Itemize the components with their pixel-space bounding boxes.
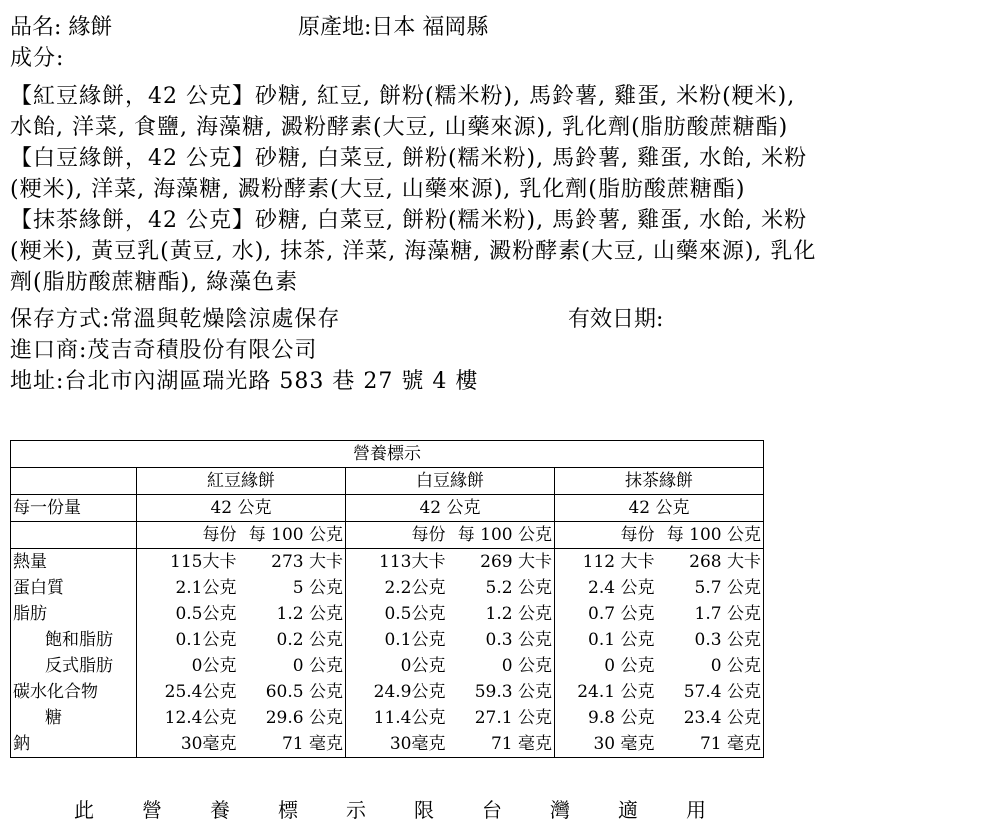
per-100g-value: 5 公克 [239, 575, 346, 601]
per-serving-value: 0公克 [400, 656, 446, 676]
ingredients-heading: 成分: [10, 46, 65, 71]
address: 地址:台北市內湖區瑞光路 583 巷 27 號 4 樓 [10, 369, 479, 394]
per-serving-value: 24.1 公克 [577, 682, 655, 702]
nutrient-row [11, 549, 764, 576]
per-serving-value: 0.1 公克 [588, 630, 655, 650]
per-100g-value: 5.7 公克 [694, 578, 761, 598]
ingredients-line: (粳米), 黃豆乳(黃豆, 水), 抹茶, 洋菜, 海藻糖, 澱粉酵素(大豆, 山藥來源), 乳化 [10, 239, 817, 264]
storage-info: 保存方式:常溫與乾燥陰涼處保存 [10, 307, 341, 332]
serving-size: 42 公克 [137, 495, 346, 522]
per-100g-value: 1.7 公克 [694, 604, 761, 624]
expiry-date-label: 有效日期: [568, 307, 664, 332]
nutrient-name: 反式脂肪 [11, 653, 137, 679]
footer-char: 限 [414, 797, 434, 822]
per-100g-value: 0 公克 [239, 653, 346, 679]
per-serving-value: 11.4公克 [373, 708, 446, 728]
taiwan-only-notice [10, 792, 770, 824]
per-100g-value: 0.3 公克 [448, 627, 555, 653]
importer: 進口商:茂吉奇積股份有限公司 [10, 338, 318, 363]
per-100g-value: 0.2 公克 [239, 627, 346, 653]
per-100g-value: 29.6 公克 [239, 705, 346, 731]
per-serving-value: 24.9公克 [373, 682, 446, 702]
per-serving-value: 25.4公克 [164, 682, 237, 702]
nutrient-name: 蛋白質 [11, 575, 137, 601]
nutrient-row [11, 601, 764, 627]
per-100g-value: 273 大卡 [239, 549, 346, 576]
serving-size: 42 公克 [628, 498, 690, 518]
footer-char: 示 [346, 797, 366, 822]
product-name: 品名: 緣餅 [10, 15, 113, 40]
origin: 原產地:日本 福岡縣 [298, 15, 489, 40]
per-100g-value: 59.3 公克 [448, 679, 555, 705]
product-header: 紅豆緣餅 [137, 468, 346, 495]
nutrient-row [11, 679, 764, 705]
footer-char: 標 [278, 797, 298, 822]
per-100g-header: 每 100 公克 [666, 525, 761, 545]
nutrition-table [10, 440, 764, 758]
per-100g-value: 0 公克 [448, 653, 555, 679]
per-serving-value: 30毫克 [180, 734, 237, 754]
per-100g-value: 0 公克 [710, 656, 761, 676]
ingredients-line: 【白豆緣餅，42 公克】砂糖, 白菜豆, 餅粉(糯米粉), 馬鈴薯, 雞蛋, 水飴, 米粉 [10, 146, 808, 171]
footer-char: 此 [74, 797, 94, 822]
per-serving-value: 0.1公克 [384, 630, 446, 650]
footer-char: 適 [618, 797, 638, 822]
per-100g-value: 0.3 公克 [694, 630, 761, 650]
product-header: 抹茶緣餅 [625, 471, 693, 491]
per-100g-header: 每 100 公克 [239, 522, 346, 549]
ingredients-line: 水飴, 洋菜, 食鹽, 海藻糖, 澱粉酵素(大豆, 山藥來源), 乳化劑(脂肪酸蔗糖酯) [10, 115, 789, 140]
per-100g-value: 71 毫克 [448, 731, 555, 758]
per-100g-value: 269 大卡 [448, 549, 555, 576]
per-serving-value: 0.5公克 [384, 604, 446, 624]
per-100g-value: 5.2 公克 [448, 575, 555, 601]
per-100g-value: 27.1 公克 [448, 705, 555, 731]
footer-char: 用 [686, 797, 706, 822]
nutrient-name: 鈉 [11, 731, 137, 758]
footer-char: 台 [482, 797, 502, 822]
per-serving-value: 0.7 公克 [588, 604, 655, 624]
ingredients-line: 【抹茶緣餅，42 公克】砂糖, 白菜豆, 餅粉(糯米粉), 馬鈴薯, 雞蛋, 水飴, 米粉 [10, 208, 808, 233]
per-serving-value: 0公克 [191, 656, 237, 676]
ingredients-line: (粳米), 洋菜, 海藻糖, 澱粉酵素(大豆, 山藥來源), 乳化劑(脂肪酸蔗糖酯) [10, 177, 746, 202]
footer-char: 營 [142, 797, 162, 822]
per-serving-value: 12.4公克 [164, 708, 237, 728]
nutrient-row [11, 627, 764, 653]
nutrient-name: 熱量 [11, 549, 137, 576]
per-serving-value: 115大卡 [170, 552, 237, 572]
per-serving-value: 2.1公克 [175, 578, 237, 598]
nutrient-name: 脂肪 [11, 601, 137, 627]
serving-size: 42 公克 [346, 495, 555, 522]
nutrient-name: 飽和脂肪 [11, 627, 137, 653]
nutrient-row [11, 705, 764, 731]
per-100g-value: 268 大卡 [689, 552, 761, 572]
footer-char: 養 [210, 797, 230, 822]
per-serving-value: 9.8 公克 [588, 708, 655, 728]
per-100g-value: 57.4 公克 [683, 682, 761, 702]
product-header: 白豆緣餅 [346, 468, 555, 495]
nutrient-row [11, 575, 764, 601]
per-100g-value: 71 毫克 [239, 731, 346, 758]
footer-char: 灣 [550, 797, 570, 822]
serving-size-label: 每一份量 [11, 495, 137, 522]
per-100g-value: 60.5 公克 [239, 679, 346, 705]
per-serving-value: 30毫克 [389, 734, 446, 754]
ingredients-line: 【紅豆緣餅，42 公克】砂糖, 紅豆, 餅粉(糯米粉), 馬鈴薯, 雞蛋, 米粉(粳米), [10, 84, 796, 109]
per-serving-value: 113大卡 [379, 552, 446, 572]
nutrient-name: 碳水化合物 [11, 679, 137, 705]
per-serving-value: 0.5公克 [175, 604, 237, 624]
per-serving-value: 30 毫克 [593, 734, 655, 754]
per-100g-value: 1.2 公克 [448, 601, 555, 627]
ingredients-line: 劑(脂肪酸蔗糖酯), 綠藻色素 [10, 270, 299, 295]
nutrition-title: 營養標示 [11, 441, 764, 468]
nutrient-name: 糖 [11, 705, 137, 731]
nutrient-row [11, 653, 764, 679]
per-100g-value: 71 毫克 [699, 734, 761, 754]
per-serving-header: 每份 [620, 525, 655, 545]
per-serving-value: 0 公克 [604, 656, 655, 676]
per-100g-value: 1.2 公克 [239, 601, 346, 627]
nutrient-row [11, 731, 764, 758]
per-serving-value: 2.4 公克 [588, 578, 655, 598]
per-serving-value: 2.2公克 [384, 578, 446, 598]
per-100g-value: 23.4 公克 [683, 708, 761, 728]
per-serving-value: 112 大卡 [582, 552, 655, 572]
per-serving-header: 每份 [411, 525, 446, 545]
per-100g-header: 每 100 公克 [448, 522, 555, 549]
per-serving-header: 每份 [202, 525, 237, 545]
per-serving-value: 0.1公克 [175, 630, 237, 650]
